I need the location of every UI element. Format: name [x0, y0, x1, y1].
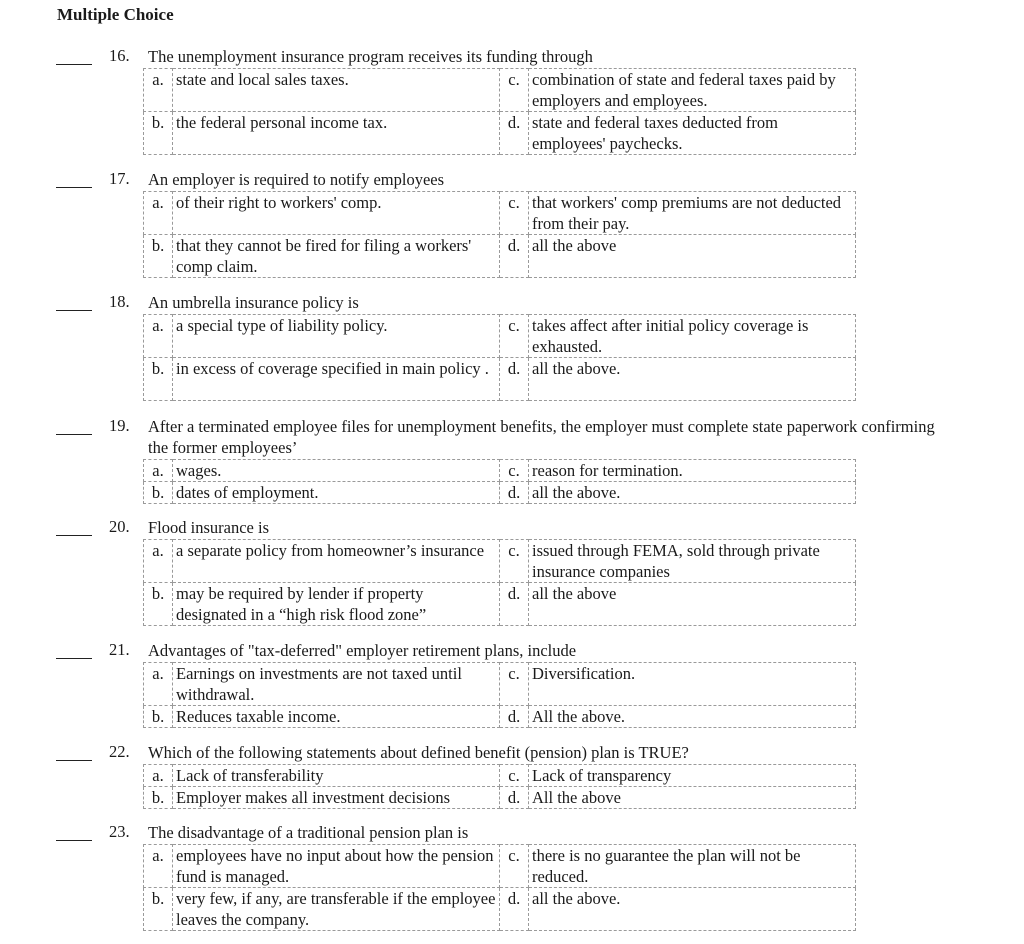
- option-d[interactable]: all the above.: [529, 888, 856, 931]
- option-c[interactable]: Diversification.: [529, 663, 856, 706]
- option-d[interactable]: all the above.: [529, 358, 856, 401]
- option-c[interactable]: takes affect after initial policy coverage is exhausted.: [529, 315, 856, 358]
- answer-blank[interactable]: [56, 840, 92, 841]
- option-b[interactable]: Reduces taxable income.: [173, 706, 500, 728]
- options-table: [143, 844, 856, 931]
- option-letter: d.: [500, 358, 529, 401]
- option-c[interactable]: reason for termination.: [529, 460, 856, 482]
- option-letter: b.: [144, 482, 173, 504]
- options-table: [143, 539, 856, 626]
- option-a[interactable]: a separate policy from homeowner’s insurance: [173, 540, 500, 583]
- option-a[interactable]: Earnings on investments are not taxed until withdrawal.: [173, 663, 500, 706]
- option-d[interactable]: All the above.: [529, 706, 856, 728]
- option-letter: a.: [144, 315, 173, 358]
- option-letter: c.: [500, 663, 529, 706]
- option-d[interactable]: all the above.: [529, 482, 856, 504]
- option-letter: a.: [144, 845, 173, 888]
- option-a[interactable]: of their right to workers' comp.: [173, 192, 500, 235]
- question-text: An umbrella insurance policy is: [148, 293, 359, 312]
- option-letter: c.: [500, 192, 529, 235]
- option-letter: c.: [500, 460, 529, 482]
- option-letter: c.: [500, 540, 529, 583]
- option-letter: d.: [500, 235, 529, 278]
- option-a[interactable]: employees have no input about how the pension fund is managed.: [173, 845, 500, 888]
- option-c[interactable]: Lack of transparency: [529, 765, 856, 787]
- option-letter: d.: [500, 706, 529, 728]
- option-b[interactable]: that they cannot be fired for filing a workers' comp claim.: [173, 235, 500, 278]
- option-letter: c.: [500, 765, 529, 787]
- answer-blank[interactable]: [56, 187, 92, 188]
- option-letter: c.: [500, 69, 529, 112]
- answer-blank[interactable]: [56, 434, 92, 435]
- option-letter: c.: [500, 845, 529, 888]
- option-letter: b.: [144, 583, 173, 626]
- options-table: [143, 459, 856, 504]
- option-letter: b.: [144, 706, 173, 728]
- option-letter: b.: [144, 888, 173, 931]
- question-number: 20.: [109, 517, 130, 536]
- question-number: 16.: [109, 46, 130, 65]
- option-letter: b.: [144, 358, 173, 401]
- question-text: After a terminated employee files for unemployment benefits, the employer must complete state paperwork confirming the former employees’: [148, 417, 935, 457]
- option-letter: a.: [144, 192, 173, 235]
- option-letter: d.: [500, 888, 529, 931]
- question-number: 21.: [109, 640, 130, 659]
- page-title: Multiple Choice: [57, 5, 174, 24]
- option-letter: d.: [500, 583, 529, 626]
- option-letter: a.: [144, 69, 173, 112]
- option-b[interactable]: very few, if any, are transferable if the employee leaves the company.: [173, 888, 500, 931]
- option-b[interactable]: the federal personal income tax.: [173, 112, 500, 155]
- answer-blank[interactable]: [56, 535, 92, 536]
- option-letter: c.: [500, 315, 529, 358]
- question-number: 18.: [109, 292, 130, 311]
- question-text: The disadvantage of a traditional pension plan is: [148, 823, 469, 842]
- option-letter: b.: [144, 787, 173, 809]
- option-letter: b.: [144, 235, 173, 278]
- option-b[interactable]: may be required by lender if property designated in a “high risk flood zone”: [173, 583, 500, 626]
- question-text: An employer is required to notify employees: [148, 170, 445, 189]
- option-letter: d.: [500, 112, 529, 155]
- question-number: 19.: [109, 416, 130, 435]
- option-a[interactable]: state and local sales taxes.: [173, 69, 500, 112]
- answer-blank[interactable]: [56, 310, 92, 311]
- option-letter: b.: [144, 112, 173, 155]
- option-letter: d.: [500, 482, 529, 504]
- options-table: [143, 191, 856, 278]
- option-d[interactable]: state and federal taxes deducted from employees' paychecks.: [529, 112, 856, 155]
- option-letter: a.: [144, 540, 173, 583]
- question-text: Which of the following statements about defined benefit (pension) plan is TRUE?: [148, 743, 689, 762]
- question-text: Flood insurance is: [148, 518, 269, 537]
- option-c[interactable]: combination of state and federal taxes paid by employers and employees.: [529, 69, 856, 112]
- option-b[interactable]: Employer makes all investment decisions: [173, 787, 500, 809]
- question-number: 17.: [109, 169, 130, 188]
- option-b[interactable]: in excess of coverage specified in main policy .: [173, 358, 500, 401]
- question-text: The unemployment insurance program receives its funding through: [148, 47, 593, 66]
- options-table: [143, 314, 856, 401]
- option-d[interactable]: All the above: [529, 787, 856, 809]
- answer-blank[interactable]: [56, 658, 92, 659]
- question-number: 22.: [109, 742, 130, 761]
- option-b[interactable]: dates of employment.: [173, 482, 500, 504]
- option-a[interactable]: a special type of liability policy.: [173, 315, 500, 358]
- option-c[interactable]: that workers' comp premiums are not deducted from their pay.: [529, 192, 856, 235]
- option-letter: a.: [144, 663, 173, 706]
- question-number: 23.: [109, 822, 130, 841]
- option-c[interactable]: issued through FEMA, sold through private insurance companies: [529, 540, 856, 583]
- option-a[interactable]: wages.: [173, 460, 500, 482]
- option-d[interactable]: all the above: [529, 235, 856, 278]
- options-table: [143, 68, 856, 155]
- option-c[interactable]: there is no guarantee the plan will not be reduced.: [529, 845, 856, 888]
- option-d[interactable]: all the above: [529, 583, 856, 626]
- option-letter: a.: [144, 765, 173, 787]
- options-table: [143, 662, 856, 728]
- option-letter: a.: [144, 460, 173, 482]
- answer-blank[interactable]: [56, 64, 92, 65]
- option-letter: d.: [500, 787, 529, 809]
- option-a[interactable]: Lack of transferability: [173, 765, 500, 787]
- answer-blank[interactable]: [56, 760, 92, 761]
- question-text: Advantages of "tax-deferred" employer retirement plans, include: [148, 641, 577, 660]
- options-table: [143, 764, 856, 809]
